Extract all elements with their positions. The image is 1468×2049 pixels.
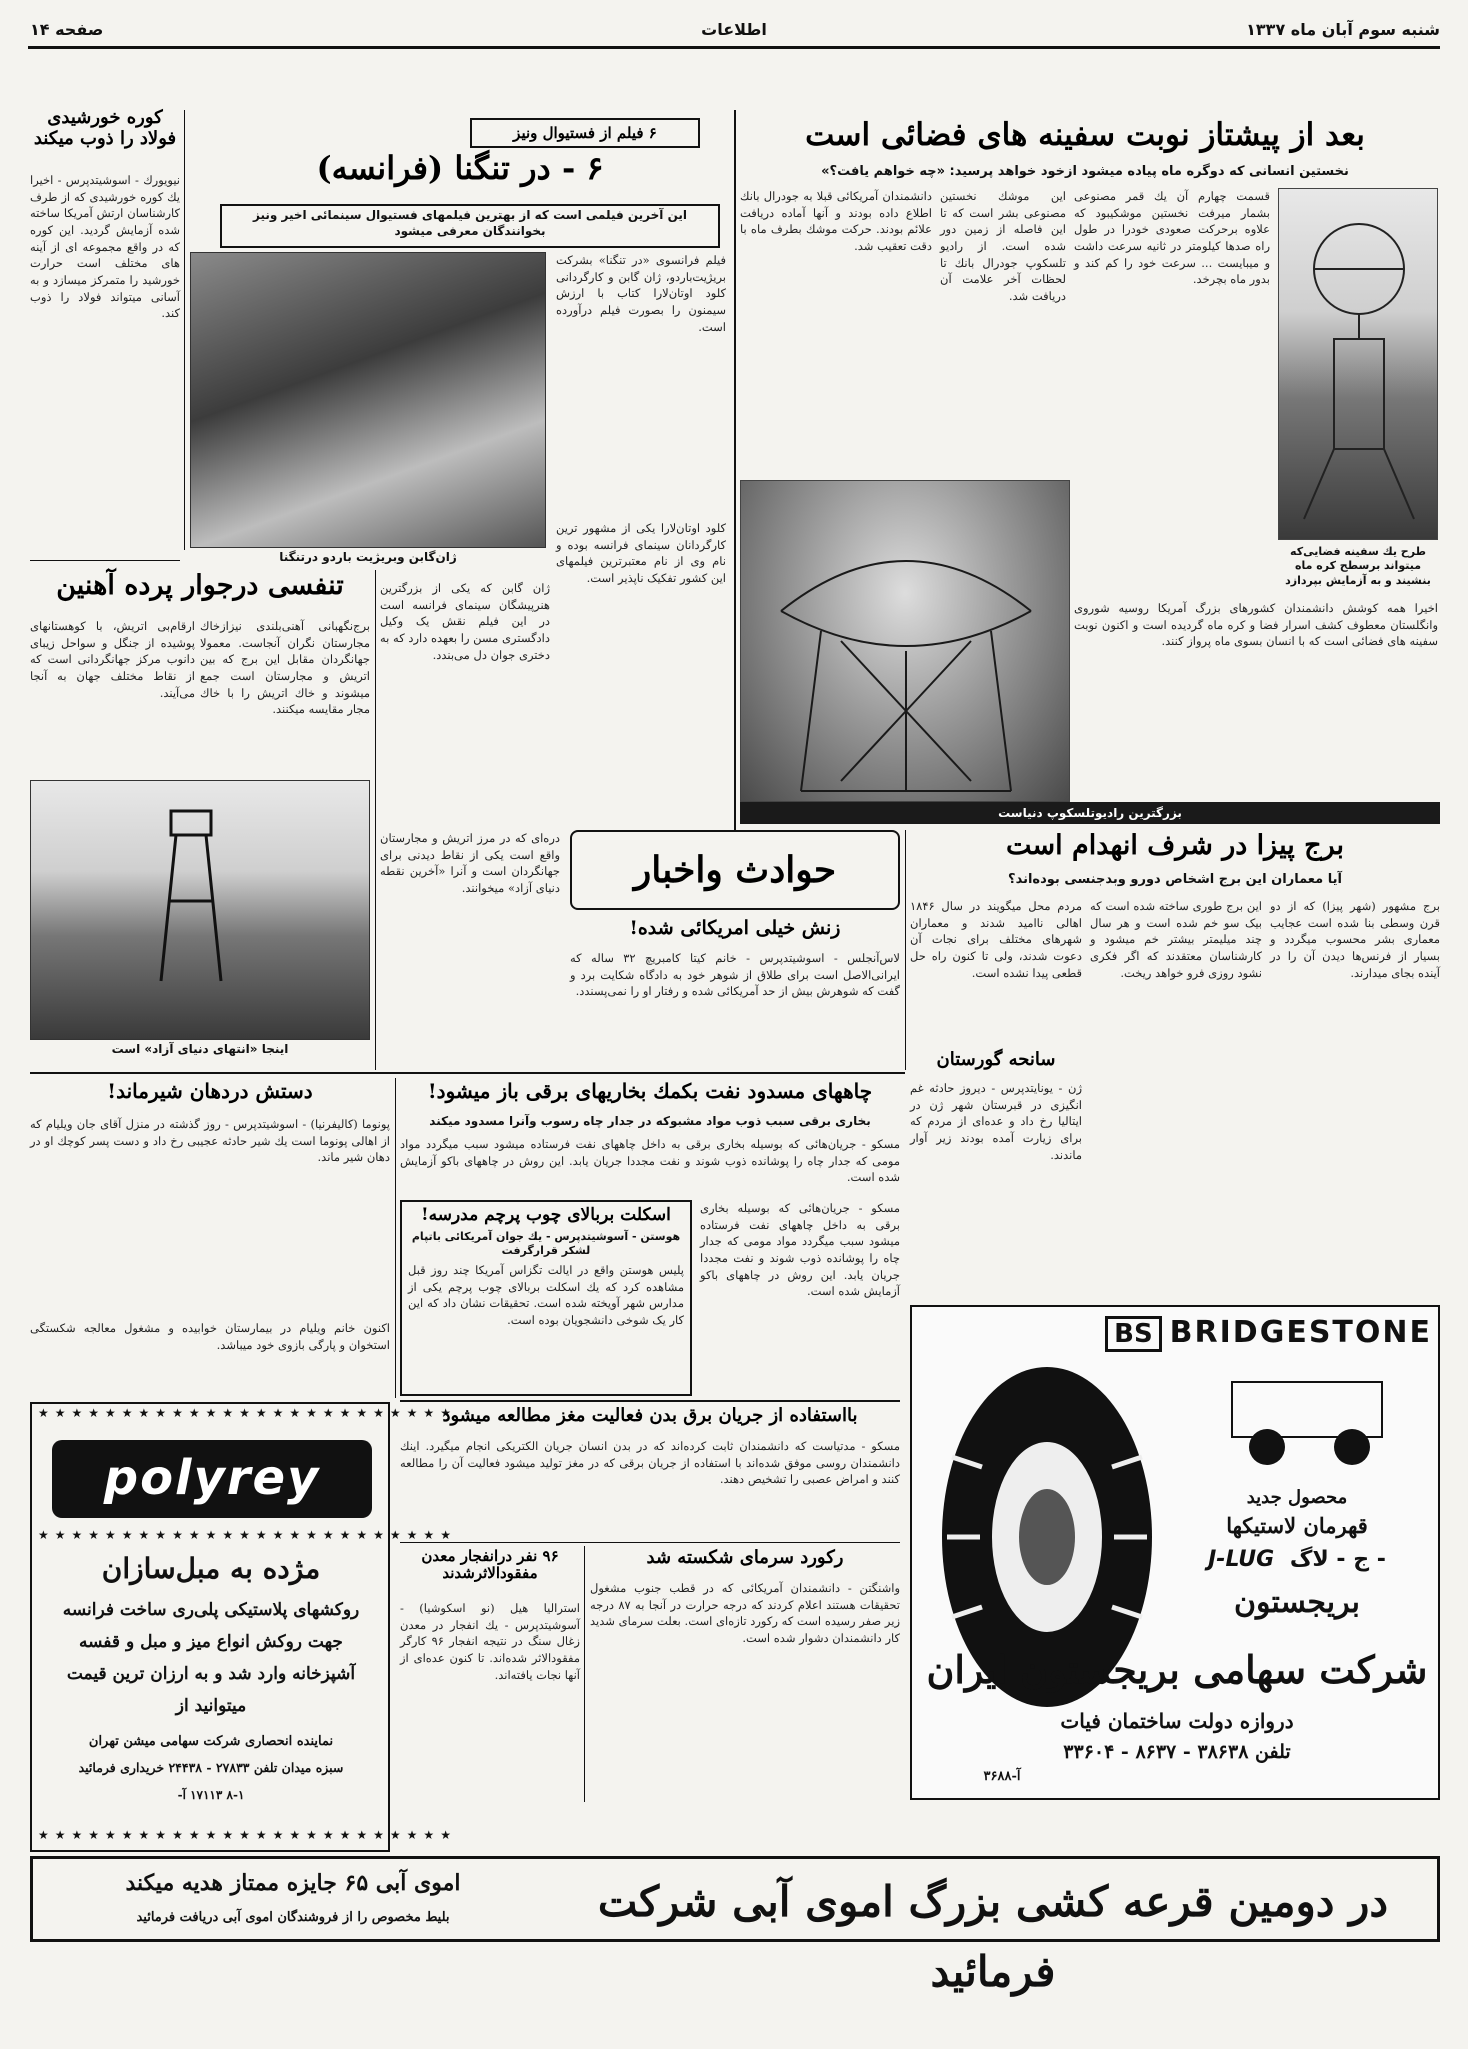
curtain-photo [30,780,370,1040]
bridgestone-ad [910,1305,1440,1800]
lottery-prize: اموی آبی ۶۵ جایزه ممتاز هدیه میکند [125,1870,461,1896]
curtain-column-3: دره‌ای که در مرز اتریش و مجارستان واقع است یکی از نقاط دیدنی برای جهانگردان است و آنرا «آخرین نقطه دنیای آزاد» میخوانند. [380,831,560,896]
film-column-3: ژان گابن که یکی از بزرگترین هنرپیشگان سینمای فرانسه است در این فیلم نقش یک وکیل دادگستری مسن را بعهده دارد که به دختری جوان دل می‌بندد. [380,581,550,662]
column-rule-4 [905,830,906,1070]
cemetery-headline: سانحه گورستان [936,1049,1056,1070]
film-sub: این آخرین فیلمی است که از بهترین فیلمهای فستیوال سینمائی اخیر ونیز بخوانندگان معرفی میشود [252,208,688,238]
mine-headline: ۹۶ نفر درانفجار معدن مفقودالاثرشدند [421,1547,559,1583]
pisa-sub: آیا معماران این برج اشخاص دورو وبدجنسی بوده‌اند؟ [1008,872,1342,887]
lion-body-1: پونوما (کالیفرنیا) - اسوشیتدپرس - روز گذشته در منزل آقای جان ویلیام که از اهالی پونوما است یك شیر حادثه عجیبی رخ داد و دست پسر کوچك او در دهان شیر ماند. [30,1117,390,1165]
accidents-body: لاس‌آنجلس - اسوشیتدپرس - خانم کیتا کامبریچ ۳۲ ساله که ایرانی‌الاصل است برای طلاق از شوهر خود به دادگاه شکایت برد و گفت که شوهرش بیش از حد آمریکائی شده و رفتار او را نمی‌پسندد. [570,951,900,999]
skeleton-headline: اسکلت بربالای چوب پرچم مدرسه! [421,1205,671,1225]
issue-date: شنبه سوم آبان ماه ۱۳۳۷ [1246,20,1440,39]
space-headline: بعد از پیشتاز نوبت سفینه های فضائی است [805,117,1365,153]
polyrey-line6: سبزه میدان تلفن ۲۷۸۳۳ - ۲۴۴۳۸ خریداری فرمائید [78,1760,344,1775]
polyrey-logo-box [52,1440,372,1518]
space-column-4: اخیرا همه کوشش دانشمندان کشورهای بزرگ آمریکا روسیه شوروی وانگلستان معطوف کشف اسرار فضا و کره ماه گردیده است و اکنون نوبت سفینه های فضائی است که با انسان بسوی ماه پرواز کنند. [1074,601,1438,649]
space-subhead: نخستین انسانی که دوگره ماه پیاده میشود ازخود خواهد پرسید: «چه خواهم یافت؟» [821,164,1349,179]
space-column-2: این موشك نخستین مصنوعی بشر است كه تا این فاصله از زمین دور شده است. از رادیو تلسکوپ جودرال بانك تا لحظات آخر علامت آن دریافت شد. [940,189,1066,304]
column-rule-6 [584,1546,585,1802]
spaceship-photo [1278,188,1438,540]
film-label-box [470,118,700,148]
bridgestone-address: دروازه دولت ساختمان فیات [1060,1709,1294,1733]
polyrey-stars-mid: ★★★★★★★★★★★★★★★★★★★★★★★★★ [38,1528,457,1542]
bridgestone-tagline: قهرمان لاستیکها [1226,1513,1368,1538]
rule-mid [30,1072,905,1074]
lottery-main: در دومین قرعه کشی بزرگ اموی آبی شرکت فرمائید [597,1877,1389,1996]
bridgestone-company: شرکت سهامی بریجستون ایران [926,1647,1428,1692]
bridgestone-model-fa: ج - لاگ - [1289,1547,1386,1572]
mine-body: استرالیا هیل (نو اسکوشیا) - آسوشیتدپرس - یك انفجار در معدن زغال سنگ در نتیجه انفجار ۹۶ کارگر مفقودالاثر شده‌اند. تا کنون عده‌ای از آنها نجات یافته‌اند. [400,1601,580,1682]
cemetery-body: ژن - یونایتدپرس - دیروز حادثه غم انگیزی در قبرستان شهر ژن در ایتالیا رخ داد و عده‌ای از مردم که برای زیارت آمده بودند زیر آوار ماندند. [910,1081,1082,1162]
bridgestone-name: بریجستون [1234,1585,1360,1620]
polyrey-logo: polyrey [103,1450,321,1506]
film-label: ۶ فیلم از فستیوال ونیز [513,124,657,142]
cold-headline: رکورد سرمای شکسته شد [646,1547,844,1568]
rule-brain-bottom [400,1542,900,1543]
rule-solar-bottom [30,560,180,561]
solar-headline: کوره خورشیدی فولاد را ذوب میکند [33,107,177,149]
pisa-column-3: مردم محل میگویند در سال ۱۸۴۶ اهالی ناامید شدند و معماران شهرهای مختلف برای نجات آن دعوت شدند، ولی تا کنون راه حل قطعی پیدا نشده است. [910,899,1082,980]
pisa-column-2: این برج طوری ساخته شده است که بیک سو خم شده است و هر سال چند میلیمتر بیشتر خم میشود و کارشناسان معتقدند که اگر فکری نشود روزی فرو خواهد ریخت. [1090,899,1262,980]
polyrey-line5: نماینده انحصاری شرکت سهامی میشن تهران [88,1734,334,1749]
lottery-banner [30,1856,1440,1996]
bridgestone-model-en: J-LUG [1208,1547,1275,1572]
film-title: ۶ - در تنگنا (فرانسه) [316,149,604,187]
wells-sub: بخاری برقی سبب ذوب مواد مشبوکه در جدار چاه رسوب وآنرا مسدود میکند [429,1114,871,1128]
telescope-drawing [741,481,1071,803]
skeleton-body: پلیس هوستن واقع در ایالت تگزاس آمریکا چند روز قبل مشاهده کرد که یك اسکلت بربالای چوب پرچم یکی از مدارس شهر آویخته شده است. تحقیقات نشان داد که این کار یک شوخی دانشجویان بوده است. [408,1263,684,1328]
curtain-column-1: برج‌نگهبانی آهنی‌بلندی نیزازخاك مجارستان نگران آنجاست. معمولا جهانگردان مقابل این برج که بین اتریش و مجارستان است جمع میشوند و خاك اتریش را با خاك مجار مقایسه میکنند. [200,619,370,717]
accidents-logo: حوادث واخبار [633,849,837,891]
header-rule [28,46,1440,49]
telescope-caption-bar [740,802,1440,824]
column-rule-5 [395,1078,396,1398]
polyrey-line2: جهت روکش انواع میز و مبل و قفسه [79,1632,343,1652]
curtain-column-2: ارقام‌بی اتریش، با کوهستانهای پوشیده از جنگل و سواحل زیبای دانوب مرکز جهانگردانی است که از نقاط مختلف جهان به آنجا می‌آیند. [30,619,195,700]
bridgestone-phone: تلفن ۳۸۶۳۸ - ۸۶۳۷ - ۳۳۶۰۴ [1063,1741,1291,1763]
wells-headline: چاههای مسدود نفت بکمك بخاریهای برقی باز میشود! [427,1079,873,1103]
polyrey-stars-bottom: ★★★★★★★★★★★★★★★★★★★★★★★★★ [38,1828,457,1842]
polyrey-stars-top: ★★★★★★★★★★★★★★★★★★★★★★★★★ [38,1406,457,1420]
wells-body: مسکو - جریان‌هائی که بوسیله بخاری برقی به داخل چاههای نفت فرستاده میشود سبب میگردد مواد مومی که جدار چاه را پوشانده ذوب شوند و نفت مجددا جریان یابد. این روش در چاههای باکو آزمایش شده است. [400,1137,900,1185]
bridgestone-brand: BRIDGESTONE [1169,1315,1432,1350]
space-column-3: دانشمندان آمریکائی قبلا به جودرال بانك اطلاع داده بودند و آنها آماده دریافت علائم بودند. حرکت موشك بطرف ماه با دقت تعقیب شد. [740,189,932,254]
skeleton-box [400,1200,692,1396]
pisa-headline: برج پیزا در شرف انهدام است [1006,830,1344,861]
pisa-column-1: برج مشهور (شهر پیزا) که از دو قرن وسطی بنا شده است عجایب معماری بشر محسوب میگردد و بسیار از فرنس‌ها دیدن آن را در آینده بجای میدارند. [1270,899,1440,980]
watchtower-drawing [31,781,371,1041]
column-rule-1 [734,110,736,830]
film-column-2: کلود اوتان‌لارا یکی از مشهور ترین کارگردانان سینمای فرانسه بوده و نام وی از نام معتبرترین فیلمهای این کشور تفکیک ناپذیر است. [556,521,726,586]
bridgestone-brand-row [922,1315,1432,1355]
telescope-caption: بزرگترین رادیوتلسکوپ دنیاست [998,806,1182,820]
polyrey-line4: میتوانید از [175,1696,247,1716]
spaceship-drawing [1279,189,1439,541]
lion-headline: دستش دردهان شیرماند! [107,1079,313,1103]
brain-headline: بااستفاده از جریان برق بدن فعالیت مغز مطالعه میشود [442,1405,858,1426]
curtain-photo-caption: اینجا «انتهای دنیای آزاد» است [111,1042,289,1056]
polyrey-line1: روکشهای پلاستیکی پلی‌ری ساخت فرانسه [62,1600,360,1620]
skeleton-sub: هوستن - آسوشیتدپرس - یك جوان آمریکائی باتپام لشکر قرارگرفت [411,1229,681,1257]
film-photo [190,252,546,548]
bs-badge: BS [1105,1316,1162,1352]
bridgestone-code: آ-۳۶۸۸ [983,1769,1021,1784]
wells-body-cont: مسکو - جریان‌هائی که بوسیله بخاری برقی به داخل چاههای نفت فرستاده میشود سبب میگردد مواد مومی که جدار چاه را پوشانده ذوب شوند و نفت مجددا جریان یابد. این روش در چاههای باکو آزمایش شده است. [700,1201,900,1299]
spaceship-caption: طرح یك سفینه فضایی‌كه میتواند برسطح كره ماه بنشیند و به آزمایش بپردازد [1285,545,1431,587]
bridgestone-model-row [1162,1547,1432,1581]
accidents-logo-box [570,830,900,910]
solar-body: نیویورك - اسوشیتدپرس - اخیرا یك كوره خورشیدی كه از طرف كارشناسان ارتش آمریكا ساخته شده آزمایش گردید. این كوره كه در واقع مجموعه ای از آینه های مختلف است حرارت خورشید را متمركز میسازد و به آسانی میتواند فولاد را ذوب كند. [30,173,180,321]
polyrey-ad [30,1402,457,1852]
accidents-headline: زنش خیلی امریکائی شده! [629,917,841,939]
polyrey-code: ۸-۱ ۱۷۱۱۳ آ- [177,1788,245,1802]
polyrey-line3: آشپزخانه وارد شد و به ارزان ترین قیمت [66,1664,356,1684]
curtain-headline: تنفسی درجوار پرده آهنین [56,570,344,601]
lottery-note: بلیط مخصوص را از فروشندگان اموی آبی دریافت فرمائید [136,1910,450,1925]
film-column-1: فیلم فرانسوی «در تنگنا» بشرکت بریژیت‌باردو، ژان گابن و کارگردانی کلود اوتان‌لارا کتاب با ارزش سیمنون را بصورت فیلم درآورده است. [556,253,726,334]
paper-name: اطلاعات [701,20,767,39]
column-rule-3 [375,570,376,1070]
column-rule-2 [184,110,185,550]
lion-body-2: اکنون خانم ویلیام در بیمارستان خوابیده و مشغول معالجه شکستگی استخوان و پارگی بازوی خود میباشد. [30,1321,390,1352]
brain-body: مسکو - مدتیاست که دانشمندان ثابت کرده‌اند که در بدن انسان جریان الکتریکی انجام میگیرد. اینك دانشمندان روسی موفق شده‌اند با استفاده از جریان برقی که در مغز تولید میشود فعالیت آن را مطالعه کنند و امراض عصبی را تشخیص دهند. [400,1439,900,1487]
truck-illustration [1212,1362,1432,1472]
radio-telescope-photo [740,480,1070,802]
rule-brain-top [400,1400,900,1402]
bridgestone-product: محصول جدید [1246,1487,1348,1508]
cold-body: واشنگتن - دانشمندان آمریکائی که در قطب جنوب مشغول تحقیقات هستند اعلام کردند که درجه حرارت در آنجا به ۸۷ درجه زیر صفر رسیده است که رکورد تازه‌ای است. بعلت سرمای شدید کار دانشمندان دشوار شده است. [590,1581,900,1646]
space-column-1: قسمت چهارم آن یك قمر مصنوعی بشمار میرفت نخستین موشکیبود که علاوه برحرکت صعودی خودرا در طول راه صدها کیلومتر در ثانیه سرعت داشت و میبایست ... سرعت خود را کم کند و بدور ماه بچرخد. [1074,189,1270,287]
film-sub-box [220,204,720,248]
polyrey-title: مژده به مبل‌سازان [101,1552,321,1585]
page-number: صفحه ۱۴ [30,20,104,39]
film-photo-caption: ژان‌گابن وبریژیت باردو درتنگنا [279,550,457,564]
